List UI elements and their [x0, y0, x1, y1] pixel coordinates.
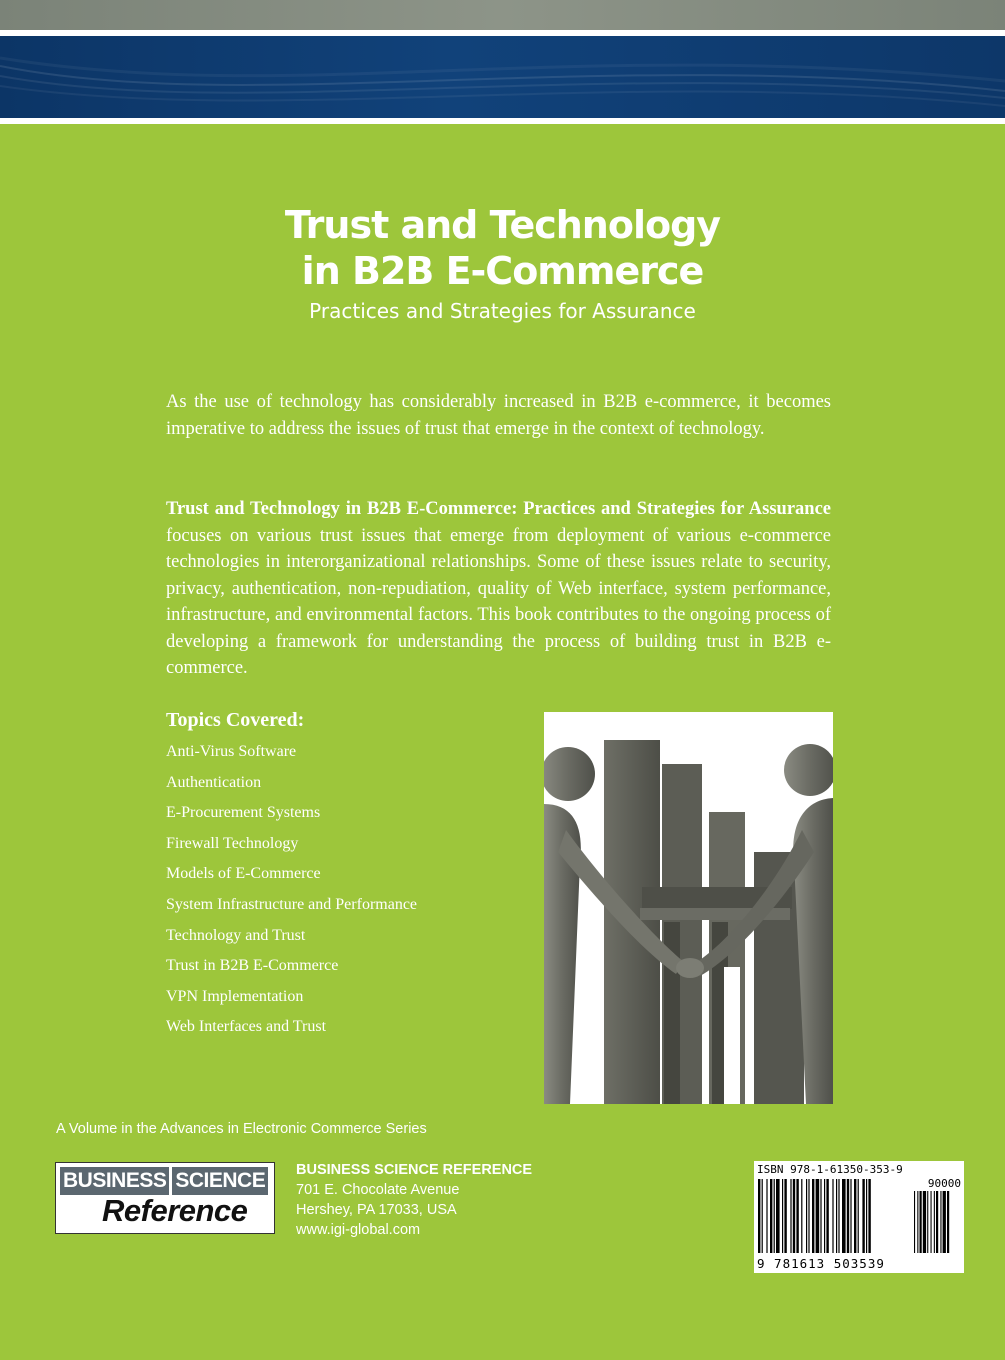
barcode-bar — [776, 1179, 780, 1253]
barcode-addon-bar — [934, 1191, 935, 1253]
barcode-bar — [762, 1179, 763, 1253]
handshake-figures-image — [544, 712, 833, 1104]
isbn-number: ISBN 978-1-61350-353-9 — [757, 1163, 903, 1176]
publisher-info — [296, 1160, 532, 1240]
barcode-bar — [847, 1179, 849, 1253]
topic-item: Authentication — [166, 773, 262, 791]
barcode-bar — [816, 1179, 820, 1253]
barcode-bar — [850, 1179, 851, 1253]
header-blue-band — [0, 36, 1005, 118]
header-gray-band — [0, 0, 1005, 30]
barcode-addon-bar — [923, 1191, 926, 1253]
barcode-bar — [796, 1179, 798, 1253]
barcode-addon-bar — [936, 1191, 938, 1253]
logo-word-science: SCIENCE — [172, 1167, 268, 1195]
publisher-name: BUSINESS SCIENCE REFERENCE — [296, 1162, 533, 1178]
description-bold-title: Trust and Technology in B2B E-Commerce: Practices and Strategies for Assurance — [166, 499, 831, 519]
barcode-addon-bar — [917, 1191, 918, 1253]
barcode-bar — [854, 1179, 856, 1253]
topics-heading: Topics Covered: — [166, 709, 305, 731]
logo-word-business: BUSINESS — [60, 1167, 169, 1195]
barcode-addon-bar — [927, 1191, 928, 1253]
topic-item: VPN Implementation — [166, 987, 304, 1005]
barcode-addon-bar — [943, 1191, 946, 1253]
barcode-bar — [862, 1179, 864, 1253]
barcode-bar — [770, 1179, 772, 1253]
topic-item: Trust in B2B E-Commerce — [166, 957, 339, 975]
topic-item: Technology and Trust — [166, 926, 306, 944]
barcode-bar — [784, 1179, 786, 1253]
barcode-bar — [820, 1179, 821, 1253]
topic-item: Firewall Technology — [166, 834, 299, 852]
topic-item: Web Interfaces and Trust — [166, 1018, 327, 1036]
barcode-bar — [868, 1179, 870, 1253]
header-swoosh-graphic — [0, 36, 1005, 118]
logo-word-reference: Reference — [102, 1193, 248, 1228]
intro-paragraph: As the use of technology has considerably increased in B2B e-commerce, it becomes imperative to address the issues of trust that emerge in the context of technology. — [166, 392, 831, 439]
topic-item: System Infrastructure and Performance — [166, 895, 418, 913]
barcode-bar — [836, 1179, 837, 1253]
barcode-bar — [826, 1179, 828, 1253]
topic-item: E-Procurement Systems — [166, 804, 321, 822]
barcode-bar — [832, 1179, 833, 1253]
isbn-barcode — [754, 1161, 964, 1273]
barcode-bar — [790, 1179, 791, 1253]
barcode-bar — [842, 1179, 846, 1253]
book-title-line1: Trust and Technology — [284, 203, 721, 247]
description-text: focuses on various trust issues that emerge from deployment of various e-commerce technologies in interorganizational relationships. Some of these issues relate to security, privacy, authentication, non-repudiation, quality of Web interface, system performance, infrastructure, and environmental factors. This book contributes to the ongoing process of developing a framework for understanding the process of building trust in B2B e-commerce. — [166, 525, 831, 678]
header-divider-bottom — [0, 118, 1005, 124]
barcode-bar — [793, 1179, 795, 1253]
topic-item: Models of E-Commerce — [166, 865, 321, 883]
publisher-address-line2: Hershey, PA 17033, USA — [296, 1202, 457, 1218]
barcode-bar — [858, 1179, 859, 1253]
barcode-addon-bar — [931, 1191, 932, 1253]
cover-illustration — [544, 712, 833, 1104]
series-note: A Volume in the Advances in Electronic Commerce Series — [56, 1121, 427, 1137]
barcode-bar — [866, 1179, 867, 1253]
barcode-bar — [774, 1179, 775, 1253]
barcode-bar — [812, 1179, 814, 1253]
barcode-addon-bar — [920, 1191, 922, 1253]
barcode-bar — [782, 1179, 783, 1253]
topics-list — [166, 741, 417, 1047]
book-subtitle: Practices and Strategies for Assurance — [309, 299, 696, 323]
barcode-bar — [824, 1179, 825, 1253]
barcode-addon-bar — [914, 1191, 915, 1253]
barcode-bar — [838, 1179, 839, 1253]
publisher-address-line1: 701 E. Chocolate Avenue — [296, 1182, 460, 1198]
description-paragraph — [166, 496, 831, 682]
barcode-bar — [766, 1179, 767, 1253]
barcode-addon-number: 90000 — [927, 1177, 961, 1190]
barcode-addon-bar — [940, 1191, 941, 1253]
barcode-bar — [808, 1179, 809, 1253]
barcode-bar — [801, 1179, 802, 1253]
publisher-logo — [55, 1162, 275, 1234]
publisher-website: www.igi-global.com — [296, 1222, 421, 1238]
barcode-addon-bar — [947, 1191, 949, 1253]
topic-item: Anti-Virus Software — [166, 743, 297, 760]
ean-number: 9 781613 503539 — [757, 1256, 885, 1271]
book-title-line2: in B2B E-Commerce — [301, 249, 704, 293]
barcode-bar — [758, 1179, 760, 1253]
barcode-bar — [806, 1179, 807, 1253]
